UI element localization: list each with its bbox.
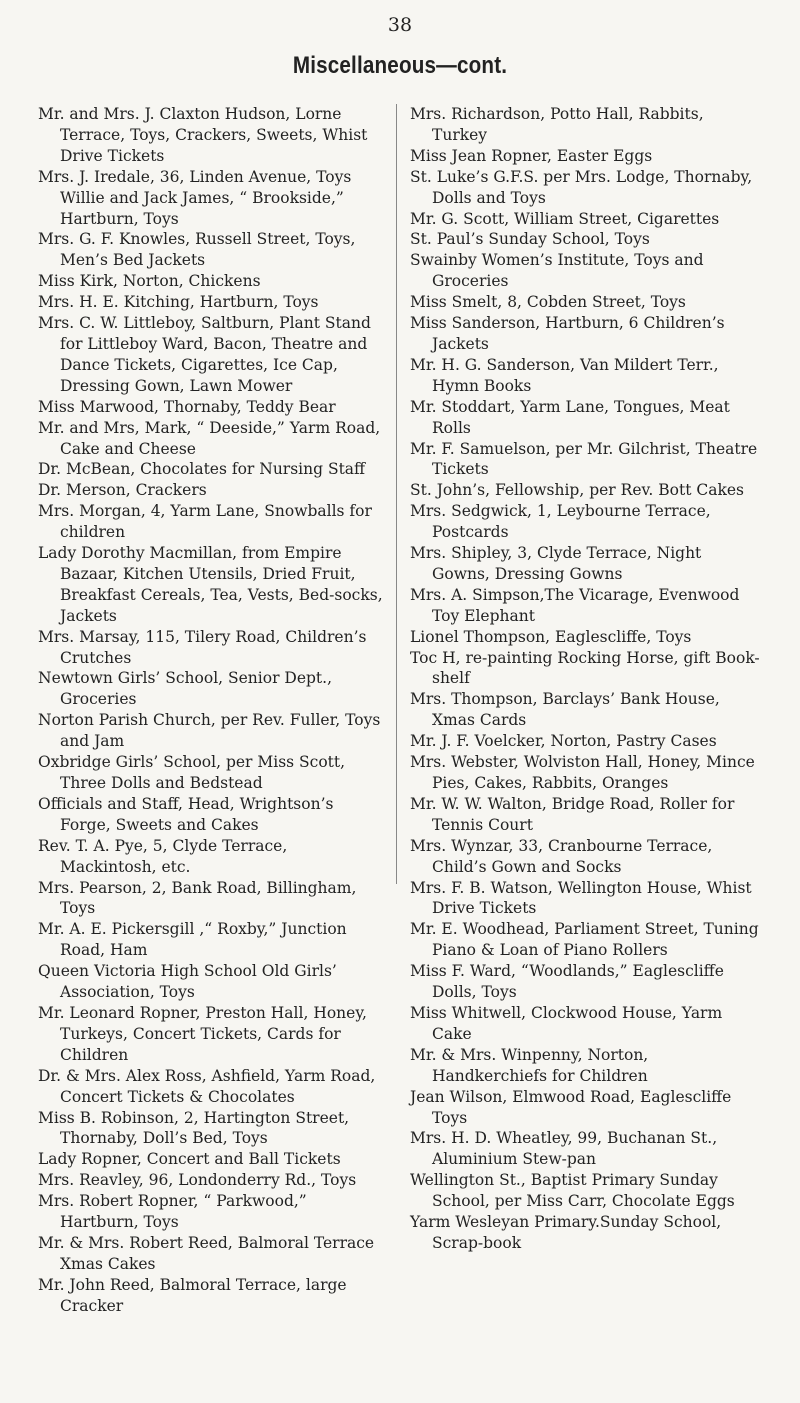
donor-entry: Mr. H. G. Sanderson, Van Mildert Terr., Hymn Books [410,355,719,395]
donor-entry: Mr. Leonard Ropner, Preston Hall, Honey, Turkeys, Concert Tickets, Cards for Children [38,1003,367,1064]
donor-entry: Dr. Merson, Crackers [38,481,207,500]
column-divider [396,104,397,884]
donor-entry: Miss Whitwell, Clockwood House, Yarm Cake [410,1003,723,1043]
donor-entry: Lionel Thompson, Eaglescliffe, Toys [410,627,692,646]
donor-entry: Mrs. H. D. Wheatley, 99, Buchanan St., Aluminium Stew-pan [410,1129,718,1169]
donor-entry: Mr. W. W. Walton, Bridge Road, Roller for Tennis Court [410,794,735,834]
donor-entry: St. John’s, Fellowship, per Rev. Bott Cakes [410,481,744,500]
donor-entry: Miss F. Ward, “Woodlands,” Eaglescliffe Dolls, Toys [410,962,724,1002]
donor-entry: Dr. McBean, Chocolates for Nursing Staff [38,460,366,479]
donor-entry: Mr. & Mrs. Robert Reed, Balmoral Terrace Xmas Cakes [38,1233,375,1273]
donor-entry: Mrs. Sedgwick, 1, Leybourne Terrace, Postcards [410,502,711,542]
donor-entry: Mr. & Mrs. Winpenny, Norton, Handkerchiefs for Children [410,1045,649,1085]
donor-entry: Lady Dorothy Macmillan, from Empire Bazaar, Kitchen Utensils, Dried Fruit, Breakfast Cereals, Tea, Vests, Bed-socks, Jackets [38,544,383,625]
donor-entry: Miss Smelt, 8, Cobden Street, Toys [410,293,686,312]
donor-entry: Mrs. Pearson, 2, Bank Road, Billingham, Toys [38,878,357,918]
donor-entry: Mrs. Reavley, 96, Londonderry Rd., Toys [38,1171,357,1190]
donor-entry: Mr. A. E. Pickersgill ,“ Roxby,” Junction Road, Ham [38,920,347,960]
donor-entry: Mr. Stoddart, Yarm Lane, Tongues, Meat Rolls [410,397,730,437]
donor-entry: Mrs. Webster, Wolviston Hall, Honey, Mince Pies, Cakes, Rabbits, Oranges [410,753,755,792]
donor-entry: Officials and Staff, Head, Wrightson’s Forge, Sweets and Cakes [38,794,334,834]
donor-entry: Miss Sanderson, Hartburn, 6 Children’s Jackets [410,314,725,353]
donor-entry: Mr. John Reed, Balmoral Terrace, large Cracker [38,1275,347,1315]
donor-entry: Wellington St., Baptist Primary Sunday School, per Miss Carr, Chocolate Eggs [410,1171,735,1211]
donor-entry: Yarm Wesleyan Primary.Sunday School, Scrap-book [410,1213,722,1252]
donor-entry: Mrs. C. W. Littleboy, Saltburn, Plant Stand for Littleboy Ward, Bacon, Theatre and Dance Tickets, Cigarettes, Ice Cap, Dressing Gown, Lawn Mower [38,314,371,395]
donor-entry: Jean Wilson, Elmwood Road, Eaglescliffe Toys [410,1087,732,1127]
donor-entry: Rev. T. A. Pye, 5, Clyde Terrace, Mackintosh, etc. [38,836,288,876]
donor-entry: Toc H, re-painting Rocking Horse, gift Book-shelf [410,648,760,688]
donor-entry: Mrs. G. F. Knowles, Russell Street, Toys, Men’s Bed Jackets [38,230,356,270]
donor-entry: Mr. and Mrs, Mark, “ Deeside,” Yarm Road, Cake and Cheese [38,418,381,458]
donor-entry: Mr. G. Scott, William Street, Cigarettes [410,209,720,228]
donor-entry: St. Luke’s G.F.S. per Mrs. Lodge, Thornaby, Dolls and Toys [410,167,753,207]
donor-entry: Lady Ropner, Concert and Ball Tickets [38,1150,341,1169]
donor-entry: Queen Victoria High School Old Girls’ Association, Toys [38,962,337,1002]
donor-entry: Miss Marwood, Thornaby, Teddy Bear [38,397,336,416]
donor-entry: Mrs. Morgan, 4, Yarm Lane, Snowballs for children [38,502,372,542]
donor-entry: Mrs. H. E. Kitching, Hartburn, Toys [38,293,319,312]
left-column [38,104,388,1317]
donor-entry: Miss B. Robinson, 2, Hartington Street, Thornaby, Doll’s Bed, Toys [38,1108,350,1148]
page-heading: Miscellaneous—cont. [292,52,508,79]
donor-entry: Dr. & Mrs. Alex Ross, Ashfield, Yarm Road, Concert Tickets & Chocolates [38,1066,376,1106]
donor-entry: Miss Jean Ropner, Easter Eggs [410,146,653,165]
donor-entry: Mr. E. Woodhead, Parliament Street, Tuning Piano & Loan of Piano Rollers [410,920,759,960]
donor-entry: Mrs. Robert Ropner, “ Parkwood,” Hartburn, Toys [38,1192,307,1232]
donor-entry: Mrs. F. B. Watson, Wellington House, Whist Drive Tickets [410,878,752,918]
donor-entry: Mrs. A. Simpson,The Vicarage, Evenwood Toy Elephant [410,585,740,625]
donor-entry: Mrs. Marsay, 115, Tilery Road, Children’s Crutches [38,627,367,667]
donor-entry: Mr. F. Samuelson, per Mr. Gilchrist, Theatre Tickets [410,439,758,479]
donor-entry: Mrs. Thompson, Barclays’ Bank House, Xmas Cards [410,690,720,730]
donor-entry: Swainby Women’s Institute, Toys and Groceries [410,251,704,291]
donor-entry: Norton Parish Church, per Rev. Fuller, Toys and Jam [38,711,381,751]
donor-entry: St. Paul’s Sunday School, Toys [410,230,650,249]
donor-entry: Mr. and Mrs. J. Claxton Hudson, Lorne Terrace, Toys, Crackers, Sweets, Whist Drive Tickets [38,105,368,165]
page-number: 38 [387,14,413,36]
right-column [410,104,760,1254]
donor-entry: Newtown Girls’ School, Senior Dept., Groceries [38,669,333,709]
donor-entry: Mrs. Richardson, Potto Hall, Rabbits, Turkey [410,105,704,144]
donor-entry: Mrs. J. Iredale, 36, Linden Avenue, Toys Willie and Jack James, “ Brookside,” Hartburn, Toys [38,167,352,228]
donor-entry: Mr. J. F. Voelcker, Norton, Pastry Cases [410,732,717,751]
donor-entry: Mrs. Shipley, 3, Clyde Terrace, Night Gowns, Dressing Gowns [410,544,702,583]
donor-entry: Mrs. Wynzar, 33, Cranbourne Terrace, Child’s Gown and Socks [410,836,713,876]
donor-entry: Miss Kirk, Norton, Chickens [38,272,261,291]
donor-entry: Oxbridge Girls’ School, per Miss Scott, Three Dolls and Bedstead [38,753,346,792]
